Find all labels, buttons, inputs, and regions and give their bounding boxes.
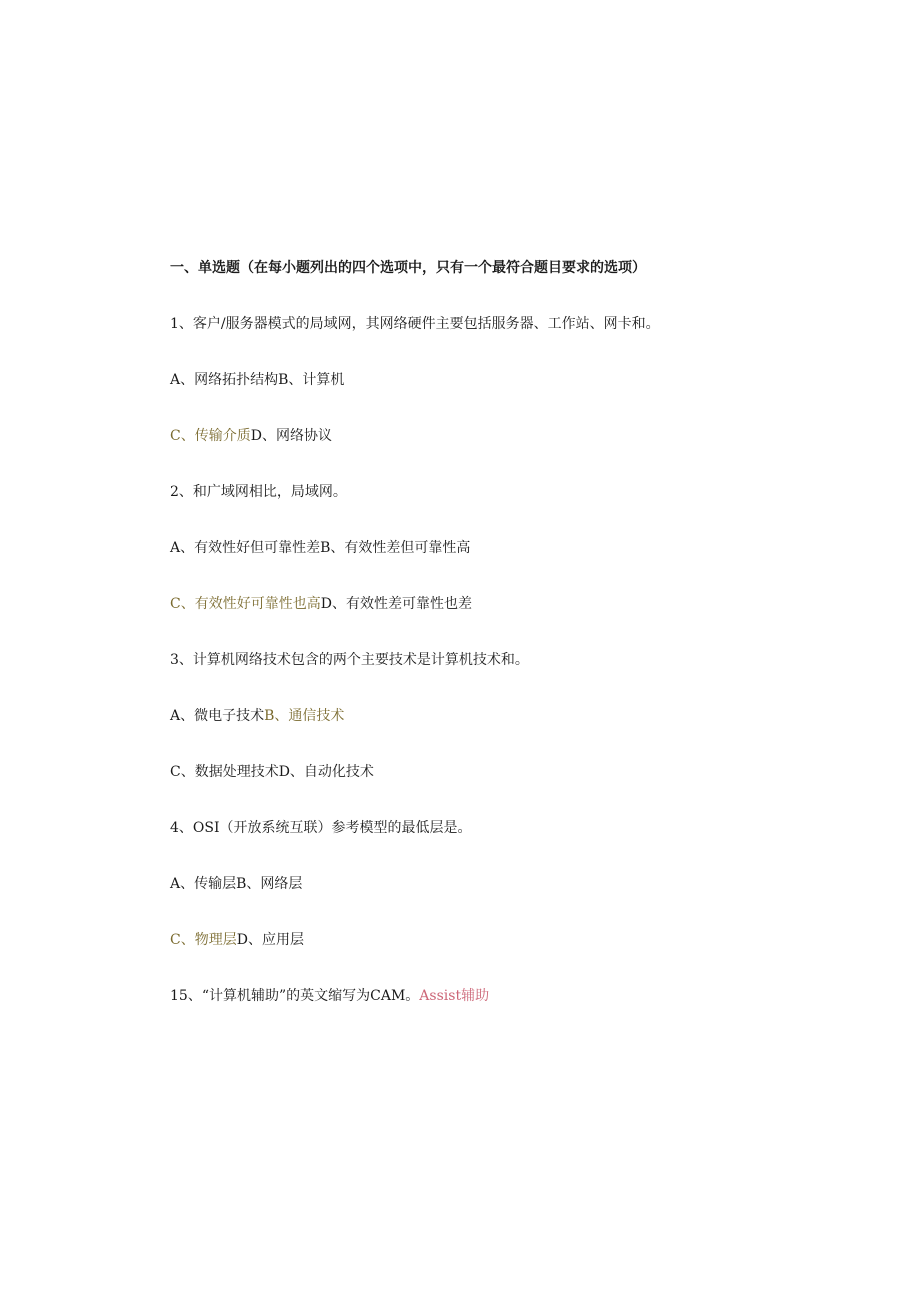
question-2-option-d: D、有效性差可靠性也差 bbox=[320, 596, 472, 612]
question-3-options-cd: C、数据处理技术D、自动化技术 bbox=[170, 764, 374, 780]
question-15-text: 15、“计算机辅助”的英文缩写为CAM。 bbox=[170, 988, 420, 1004]
question-4: 4、OSI（开放系统互联）参考模型的最低层是。 bbox=[170, 820, 472, 836]
question-4-options-ab: A、传输层B、网络层 bbox=[170, 876, 303, 892]
question-4-option-d: D、应用层 bbox=[236, 932, 304, 948]
question-1-answer-option: C、传输介质 bbox=[170, 428, 251, 444]
question-15 bbox=[170, 987, 489, 1005]
question-3: 3、计算机网络技术包含的两个主要技术是计算机技术和。 bbox=[170, 652, 529, 668]
question-2-options-cd bbox=[170, 595, 472, 613]
section-heading: 一、单选题（在每小题列出的四个选项中，只有一个最符合题目要求的选项） bbox=[170, 260, 646, 276]
question-3-options-ab bbox=[170, 707, 344, 725]
question-3-option-a: A、微电子技术 bbox=[170, 708, 265, 724]
question-15-note: Assist辅助 bbox=[419, 988, 490, 1004]
question-2: 2、和广域网相比，局域网。 bbox=[170, 484, 347, 500]
question-2-answer-option: C、有效性好可靠性也高 bbox=[170, 596, 321, 612]
question-4-options-cd bbox=[170, 931, 304, 949]
question-4-answer-option: C、物理层 bbox=[170, 932, 237, 948]
question-1-options-ab: A、网络拓扑结构B、计算机 bbox=[170, 372, 345, 388]
question-1-options-cd bbox=[170, 427, 332, 445]
question-1-option-d: D、网络协议 bbox=[250, 428, 332, 444]
question-3-answer-option: B、通信技术 bbox=[264, 708, 345, 724]
question-1: 1、客户/服务器模式的局域网，其网络硬件主要包括服务器、工作站、网卡和。 bbox=[170, 316, 660, 332]
question-2-options-ab: A、有效性好但可靠性差B、有效性差但可靠性高 bbox=[170, 540, 471, 556]
